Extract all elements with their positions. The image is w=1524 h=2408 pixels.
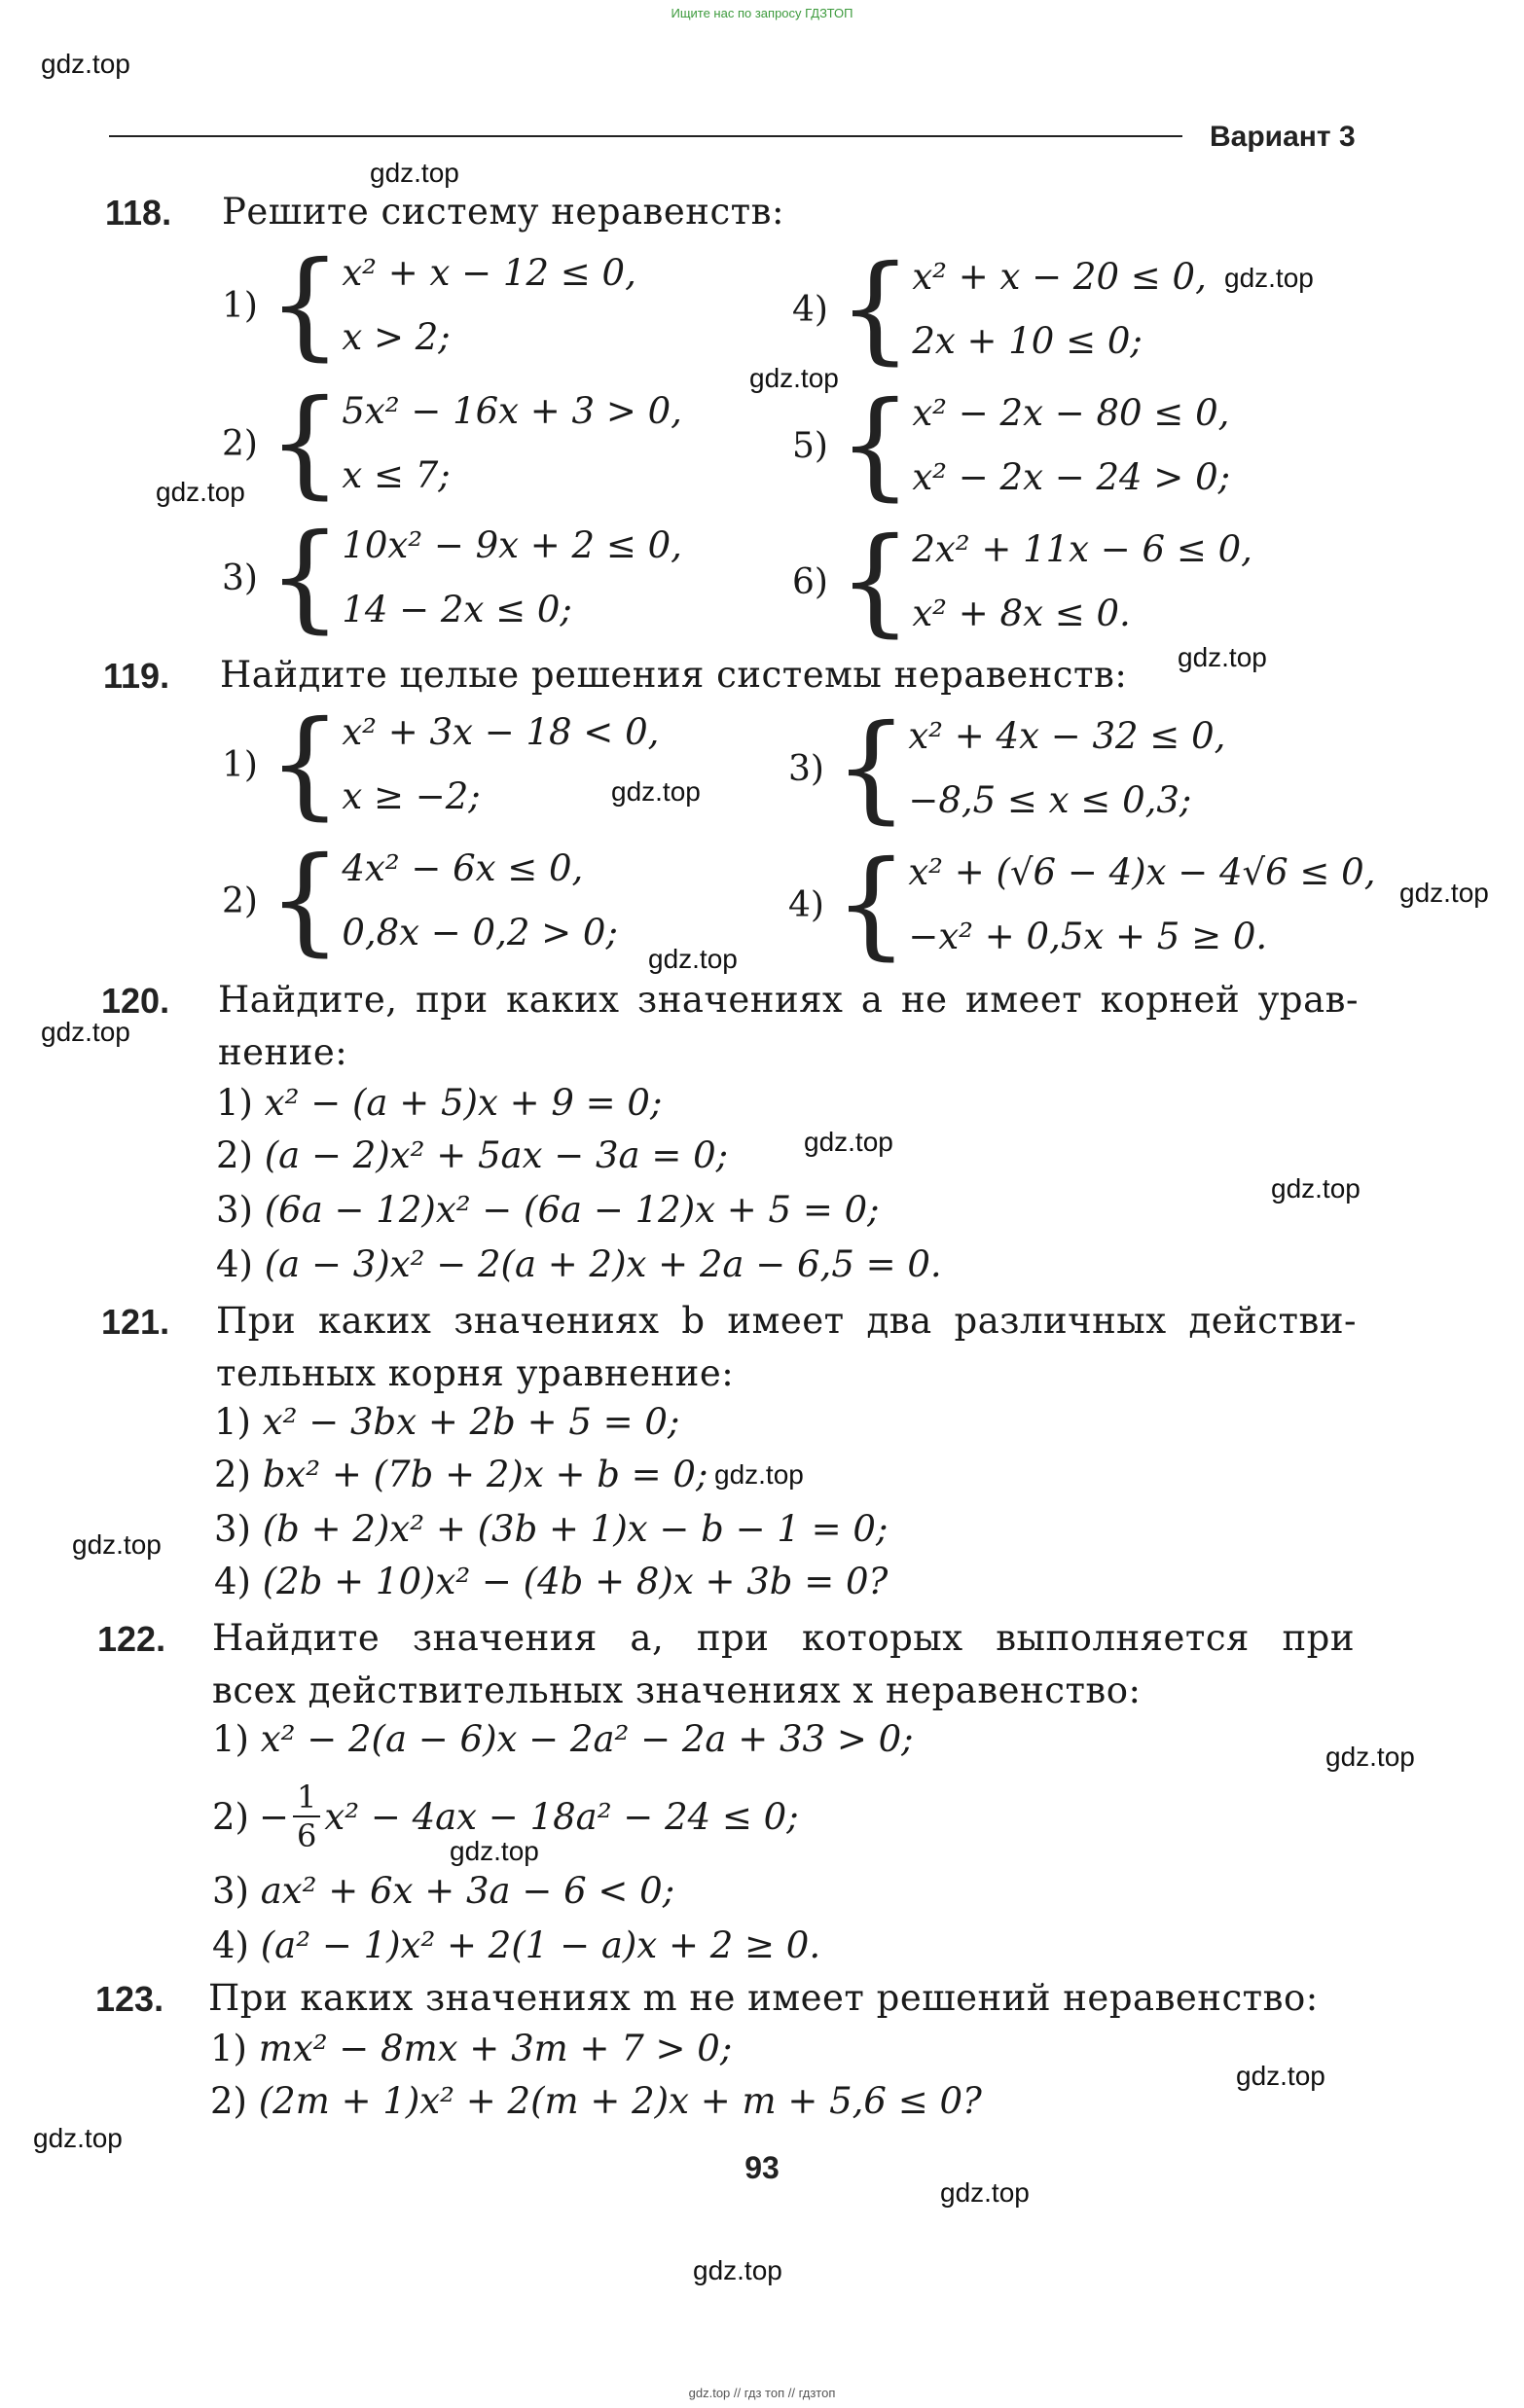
item-label: 1) <box>214 1401 251 1443</box>
left-brace: { <box>267 237 343 373</box>
equation-item <box>216 1189 880 1231</box>
inequality: 2x + 10 ≤ 0; <box>912 320 1143 362</box>
left-brace: { <box>267 510 343 645</box>
equation: bx² + (7b + 2)x + b = 0; <box>262 1454 708 1495</box>
item-label: 4) <box>214 1561 251 1602</box>
inequality: 0,8x − 0,2 > 0; <box>342 912 618 953</box>
inequality: x² + x − 12 ≤ 0, <box>342 252 636 294</box>
item-label: 2) <box>216 1134 253 1176</box>
problem-number: 118. <box>105 193 172 233</box>
left-brace: { <box>267 697 343 832</box>
inequality: x² + 3x − 18 < 0, <box>342 711 660 753</box>
watermark: gdz.top <box>1325 1742 1415 1772</box>
system-119-3 <box>788 701 1226 836</box>
system-119-4 <box>788 837 1376 972</box>
equation-item <box>214 1401 679 1443</box>
watermark: gdz.top <box>41 1017 130 1047</box>
watermark: gdz.top <box>611 776 701 807</box>
equation: (a − 3)x² − 2(a + 2)x + 2a − 6,5 = 0. <box>264 1243 942 1285</box>
left-brace: { <box>267 833 343 968</box>
item-label: 1) <box>216 1082 253 1124</box>
left-brace: { <box>837 377 913 513</box>
inequality-item <box>210 2028 732 2069</box>
equation: (a − 2)x² + 5ax − 3a = 0; <box>264 1134 729 1176</box>
inequality: x² − 2x − 24 > 0; <box>912 456 1231 498</box>
variant-label: Вариант 3 <box>1210 121 1356 153</box>
watermark: gdz.top <box>1271 1173 1361 1204</box>
left-brace: { <box>837 241 913 377</box>
inequality-item <box>212 1718 914 1760</box>
inequality: 5x² − 16x + 3 > 0, <box>342 390 682 432</box>
inequality: −8,5 ≤ x ≤ 0,3; <box>908 779 1192 821</box>
left-brace: { <box>833 837 909 972</box>
item-label: 6) <box>792 561 828 602</box>
problem-number: 120. <box>101 981 170 1021</box>
problem-text: Найдите целые решения системы неравенств: <box>220 654 1128 696</box>
inequality-item <box>212 1870 674 1912</box>
watermark: gdz.top <box>1224 263 1314 293</box>
equation-item <box>216 1134 728 1176</box>
watermark: gdz.top <box>41 49 130 79</box>
inequality: x² + 8x ≤ 0. <box>912 593 1131 634</box>
inequality: x ≥ −2; <box>342 775 481 817</box>
item-label: 1) <box>210 2028 247 2069</box>
inequality: x > 2; <box>342 316 451 358</box>
system-118-5 <box>792 377 1231 513</box>
equation-item <box>214 1508 888 1550</box>
problem-text: При каких значениях m не имеет решений неравенство: <box>208 1977 1319 2019</box>
item-label: 3) <box>212 1870 249 1912</box>
item-label: 2) <box>210 2080 247 2122</box>
top-search-note: Ищите нас по запросу ГДЗТОП <box>671 6 853 20</box>
item-label: 3) <box>216 1189 253 1231</box>
item-label: 4) <box>788 884 824 925</box>
equation: (6a − 12)x² − (6a − 12)x + 5 = 0; <box>264 1189 880 1231</box>
watermark: gdz.top <box>33 2123 123 2153</box>
equation-item <box>214 1454 708 1495</box>
system-118-3 <box>222 510 682 645</box>
inequality-item <box>212 1924 820 1966</box>
left-brace: { <box>267 376 343 511</box>
item-label: 1) <box>222 744 258 785</box>
inequality-item <box>212 1779 799 1854</box>
system-118-4 <box>792 241 1207 377</box>
page-number: 93 <box>744 2150 780 2185</box>
inequality: 10x² − 9x + 2 ≤ 0, <box>342 524 682 566</box>
item-label: 2) <box>212 1795 249 1838</box>
item-label: 2) <box>214 1454 251 1495</box>
problem-text: При каких значениях b имеет два различных действи- <box>216 1300 1357 1342</box>
problem-number: 123. <box>95 1979 164 2019</box>
system-118-6 <box>792 514 1252 649</box>
item-label: 1) <box>212 1718 249 1760</box>
equation-item <box>216 1082 662 1124</box>
fraction-numerator: 1 <box>293 1779 320 1817</box>
left-brace: { <box>833 701 909 836</box>
inequality: −x² + 0,5x + 5 ≥ 0. <box>908 916 1268 957</box>
item-label: 4) <box>212 1924 249 1966</box>
equation-item <box>216 1243 942 1285</box>
fraction-denominator: 6 <box>297 1817 317 1854</box>
left-brace: { <box>837 514 913 649</box>
watermark: gdz.top <box>1236 2061 1325 2091</box>
inequality: mx² − 8mx + 3m + 7 > 0; <box>258 2028 733 2069</box>
inequality: x² + (√6 − 4)x − 4√6 ≤ 0, <box>908 851 1376 893</box>
watermark: gdz.top <box>1178 642 1267 672</box>
watermark: gdz.top <box>648 944 738 974</box>
watermark: gdz.top <box>749 363 839 393</box>
problem-text-continued: всех действительных значениях x неравенство: <box>212 1670 1142 1711</box>
watermark: gdz.top <box>370 158 459 188</box>
inequality: 2x² + 11x − 6 ≤ 0, <box>912 528 1252 570</box>
problem-number: 122. <box>97 1619 166 1659</box>
equation-item <box>214 1561 888 1602</box>
system-118-2 <box>222 376 682 511</box>
problem-number: 121. <box>101 1302 170 1342</box>
item-label: 3) <box>222 557 258 598</box>
minus-sign: − <box>258 1795 289 1838</box>
inequality: x² + x − 20 ≤ 0, <box>912 256 1207 298</box>
item-label: 5) <box>792 425 828 466</box>
item-label: 2) <box>222 881 258 921</box>
inequality: 4x² − 6x ≤ 0, <box>342 847 584 889</box>
problem-text: Найдите значения a, при которых выполняется при <box>212 1617 1355 1659</box>
inequality: x ≤ 7; <box>342 454 451 496</box>
inequality: x² − 2(a − 6)x − 2a² − 2a + 33 > 0; <box>260 1718 914 1760</box>
problem-text: Найдите, при каких значениях a не имеет корней урав- <box>218 979 1359 1021</box>
problem-text: Решите систему неравенств: <box>222 191 784 233</box>
item-label: 3) <box>788 748 824 789</box>
inequality-item <box>210 2080 982 2122</box>
inequality: (2m + 1)x² + 2(m + 2)x + m + 5,6 ≤ 0? <box>258 2080 982 2122</box>
inequality: x² − 4ax − 18a² − 24 ≤ 0; <box>324 1795 799 1838</box>
watermark: gdz.top <box>714 1459 804 1490</box>
equation: (b + 2)x² + (3b + 1)x − b − 1 = 0; <box>262 1508 889 1550</box>
watermark: gdz.top <box>156 477 245 507</box>
fraction <box>293 1779 320 1854</box>
item-label: 4) <box>216 1243 253 1285</box>
item-label: 2) <box>222 423 258 464</box>
watermark: gdz.top <box>450 1836 539 1866</box>
system-119-1 <box>222 697 660 832</box>
watermark: gdz.top <box>804 1127 893 1157</box>
problem-text-continued: нение: <box>218 1031 348 1073</box>
watermark: gdz.top <box>693 2255 782 2285</box>
inequality: x² − 2x − 80 ≤ 0, <box>912 392 1230 434</box>
inequality: ax² + 6x + 3a − 6 < 0; <box>260 1870 675 1912</box>
inequality: 14 − 2x ≤ 0; <box>342 589 572 630</box>
problem-text-continued: тельных корня уравнение: <box>216 1352 735 1394</box>
header-rule <box>109 135 1182 137</box>
item-label: 3) <box>214 1508 251 1550</box>
inequality: (a² − 1)x² + 2(1 − a)x + 2 ≥ 0. <box>260 1924 821 1966</box>
item-label: 4) <box>792 289 828 330</box>
footer-note: gdz.top // гдз топ // гдзтоп <box>688 2386 836 2400</box>
equation: (2b + 10)x² − (4b + 8)x + 3b = 0? <box>262 1561 889 1602</box>
watermark: gdz.top <box>1399 878 1489 908</box>
watermark: gdz.top <box>940 2177 1030 2208</box>
inequality: x² + 4x − 32 ≤ 0, <box>908 715 1226 757</box>
problem-number: 119. <box>103 656 170 696</box>
system-119-2 <box>222 833 618 968</box>
equation: x² − 3bx + 2b + 5 = 0; <box>262 1401 680 1443</box>
equation: x² − (a + 5)x + 9 = 0; <box>264 1082 663 1124</box>
item-label: 1) <box>222 285 258 326</box>
watermark: gdz.top <box>72 1529 162 1560</box>
system-118-1 <box>222 237 636 373</box>
